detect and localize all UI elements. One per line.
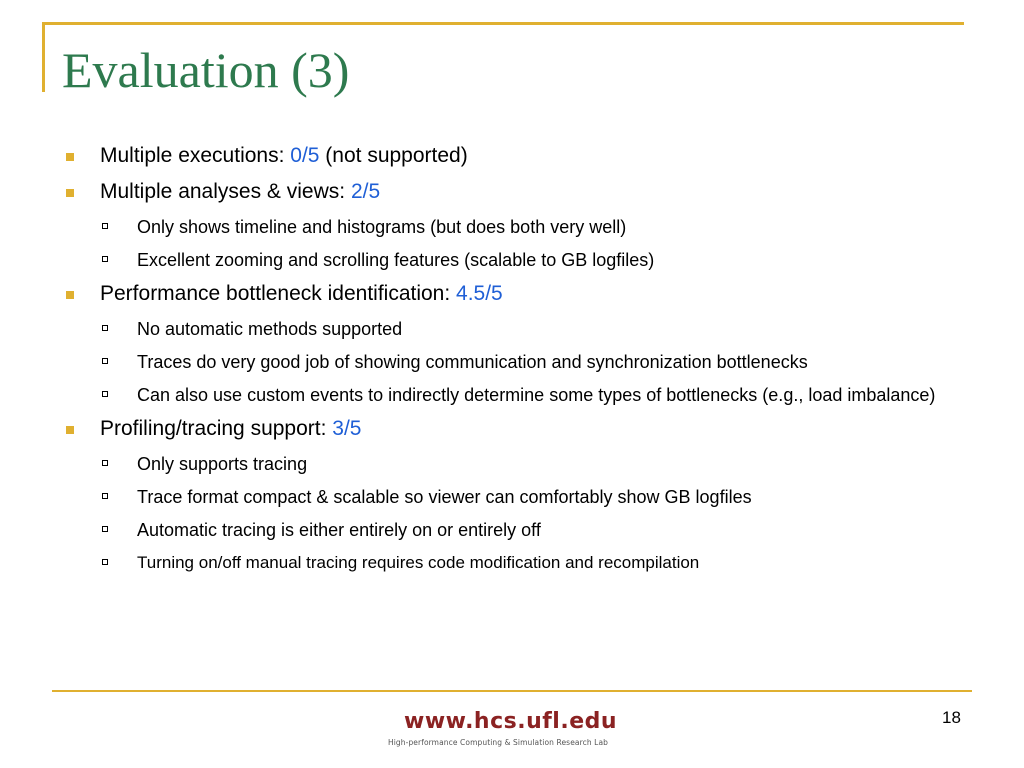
hollow-square-bullet-icon xyxy=(102,223,108,229)
footer-lab-name: High-performance Computing & Simulation Research Lab xyxy=(388,738,609,747)
bullet-text: Performance bottleneck identification: xyxy=(100,282,457,305)
footer-url: www.hcs.ufl.edu xyxy=(404,709,618,734)
hollow-square-bullet-icon xyxy=(102,559,108,565)
sub-bullet-text: Automatic tracing is either entirely on or entirely off xyxy=(137,520,541,540)
sub-bullet-text: Can also use custom events to indirectly determine some types of bottlenecks (e.g., load imbalance) xyxy=(137,385,936,405)
sub-bullet-text: Traces do very good job of showing communication and synchronization bottlenecks xyxy=(137,352,808,372)
sub-bullet-item xyxy=(60,551,950,575)
sub-bullet-text: No automatic methods supported xyxy=(137,319,403,339)
score-value: 0/5 xyxy=(290,144,320,167)
square-bullet-icon xyxy=(66,153,74,161)
sub-bullet-text: Only supports tracing xyxy=(137,454,308,474)
hollow-square-bullet-icon xyxy=(102,460,108,466)
footer-divider xyxy=(52,690,972,692)
bullet-item xyxy=(60,179,950,204)
bullet-item xyxy=(60,281,950,306)
bullet-text: Multiple executions: xyxy=(100,144,291,167)
bullet-text: Profiling/tracing support: xyxy=(100,417,333,440)
score-value: 2/5 xyxy=(350,180,381,203)
slide-content xyxy=(60,143,950,584)
sub-bullet-item xyxy=(60,383,950,407)
hollow-square-bullet-icon xyxy=(102,391,108,397)
sub-bullet-item xyxy=(60,485,950,509)
sub-bullet-item xyxy=(60,518,950,542)
bullet-item xyxy=(60,416,950,441)
sub-bullet-item xyxy=(60,452,950,476)
hollow-square-bullet-icon xyxy=(102,493,108,499)
bullet-item xyxy=(60,143,950,168)
slide-title: Evaluation (3) xyxy=(62,42,350,98)
page-number: 18 xyxy=(942,708,961,727)
sub-bullet-item xyxy=(60,350,950,374)
bullet-suffix: (not supported) xyxy=(319,144,468,167)
score-value: 3/5 xyxy=(332,417,362,440)
hollow-square-bullet-icon xyxy=(102,358,108,364)
square-bullet-icon xyxy=(66,189,74,197)
score-value: 4.5/5 xyxy=(456,282,503,305)
hollow-square-bullet-icon xyxy=(102,526,108,532)
sub-bullet-text: Excellent zooming and scrolling features (scalable to GB logfiles) xyxy=(137,250,655,270)
bullet-text: Multiple analyses & views: xyxy=(100,180,351,203)
decorative-top-rule xyxy=(42,22,964,25)
sub-bullet-text: Only shows timeline and histograms (but does both very well) xyxy=(137,217,627,237)
sub-bullet-text: Trace format compact & scalable so viewer can comfortably show GB logfiles xyxy=(137,487,752,507)
sub-bullet-item xyxy=(60,215,950,239)
hollow-square-bullet-icon xyxy=(102,325,108,331)
square-bullet-icon xyxy=(66,291,74,299)
sub-bullet-item xyxy=(60,317,950,341)
hollow-square-bullet-icon xyxy=(102,256,108,262)
square-bullet-icon xyxy=(66,426,74,434)
sub-bullet-text: Turning on/off manual tracing requires code modification and recompilation xyxy=(137,553,700,572)
decorative-left-rule xyxy=(42,22,45,92)
sub-bullet-item xyxy=(60,248,950,272)
